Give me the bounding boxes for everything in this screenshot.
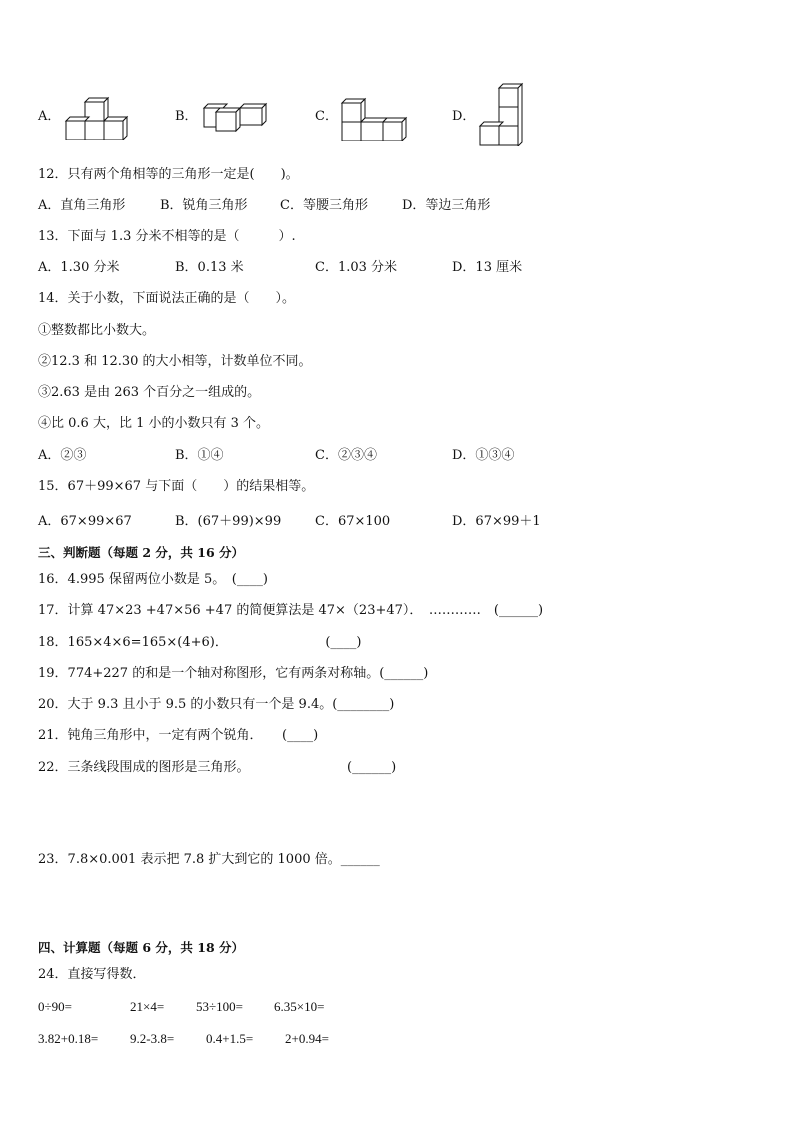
calc-item: 3.82+0.18= xyxy=(38,1031,99,1046)
q14-option-d: D．①③④ xyxy=(452,448,515,463)
judge-item-23: 23．7.8×0.001 表示把 7.8 扩大到它的 1000 倍。______ xyxy=(38,852,380,867)
calc-item: 21×4= xyxy=(130,999,165,1014)
q14-option-c: C．②③④ xyxy=(315,448,377,463)
q12-option-c: C．等腰三角形 xyxy=(280,198,368,213)
option-c-label: C． xyxy=(315,109,338,124)
calc-item: 0.4+1.5= xyxy=(206,1031,254,1046)
option-d-label: D． xyxy=(452,109,476,124)
q13-option-a: A．1.30 分米 xyxy=(38,260,120,275)
section-3-title: 三、判断题（每题 2 分，共 16 分） xyxy=(38,545,245,560)
q12-option-d: D．等边三角形 xyxy=(402,198,491,213)
q15-option-b: B．(67＋99)×99 xyxy=(175,514,282,529)
q13-option-c: C．1.03 分米 xyxy=(315,260,398,275)
option-a-label: A． xyxy=(38,109,61,124)
calc-item: 6.35×10= xyxy=(274,999,325,1014)
q13-option-b: B．0.13 米 xyxy=(175,260,244,275)
q24-stem: 24．直接写得数． xyxy=(38,967,146,982)
judge-item-21: 21．钝角三角形中，一定有两个锐角． (____) xyxy=(38,728,319,743)
q14-option-a: A．②③ xyxy=(38,448,87,463)
option-c-cubes-figure xyxy=(340,95,408,141)
judge-item-22: 22．三条线段围成的图形是三角形。 (______) xyxy=(38,760,397,775)
q14-statement-4: ④比 0.6 大，比 1 小的小数只有 3 个。 xyxy=(38,416,270,431)
q15-option-c: C．67×100 xyxy=(315,514,391,529)
q15-stem: 15．67＋99×67 与下面（ ）的结果相等。 xyxy=(38,479,315,494)
q13-stem: 13．下面与 1.3 分米不相等的是（ ）. xyxy=(38,229,296,244)
option-a-cubes-figure xyxy=(64,94,134,140)
q12-stem: 12．只有两个角相等的三角形一定是( )。 xyxy=(38,167,299,182)
judge-item-20: 20．大于 9.3 且小于 9.5 的小数只有一个是 9.4。(________) xyxy=(38,697,395,712)
calc-item: 53÷100= xyxy=(196,999,243,1014)
q15-option-d: D．67×99＋1 xyxy=(452,514,541,529)
calc-item: 9.2-3.8= xyxy=(130,1031,175,1046)
q14-statement-3: ③2.63 是由 263 个百分之一组成的。 xyxy=(38,385,261,400)
calc-item: 0÷90= xyxy=(38,999,72,1014)
q12-option-a: A．直角三角形 xyxy=(38,198,126,213)
q14-statement-1: ①整数都比小数大。 xyxy=(38,323,156,338)
q14-stem: 14．关于小数，下面说法正确的是（ ）。 xyxy=(38,291,296,306)
q14-option-b: B．①④ xyxy=(175,448,224,463)
section-4-title: 四、计算题（每题 6 分，共 18 分） xyxy=(38,940,245,955)
option-b-label: B． xyxy=(175,109,198,124)
option-d-cubes-figure xyxy=(478,82,528,146)
calc-item: 2+0.94= xyxy=(285,1031,329,1046)
q15-option-a: A．67×99×67 xyxy=(38,514,132,529)
q13-option-d: D．13 厘米 xyxy=(452,260,523,275)
q14-statement-2: ②12.3 和 12.30 的大小相等，计数单位不同。 xyxy=(38,354,312,369)
judge-item-19: 19．774+227 的和是一个轴对称图形，它有两条对称轴。(______) xyxy=(38,666,429,681)
q12-option-b: B．锐角三角形 xyxy=(160,198,248,213)
judge-item-18: 18．165×4×6=165×(4+6)． (____) xyxy=(38,635,362,650)
option-b-cubes-figure xyxy=(202,100,274,132)
judge-item-17: 17．计算 47×23 +47×56 +47 的简便算法是 47×（23+47）． ………… (______) xyxy=(38,603,544,618)
judge-item-16: 16．4.995 保留两位小数是 5。 (____) xyxy=(38,572,268,587)
